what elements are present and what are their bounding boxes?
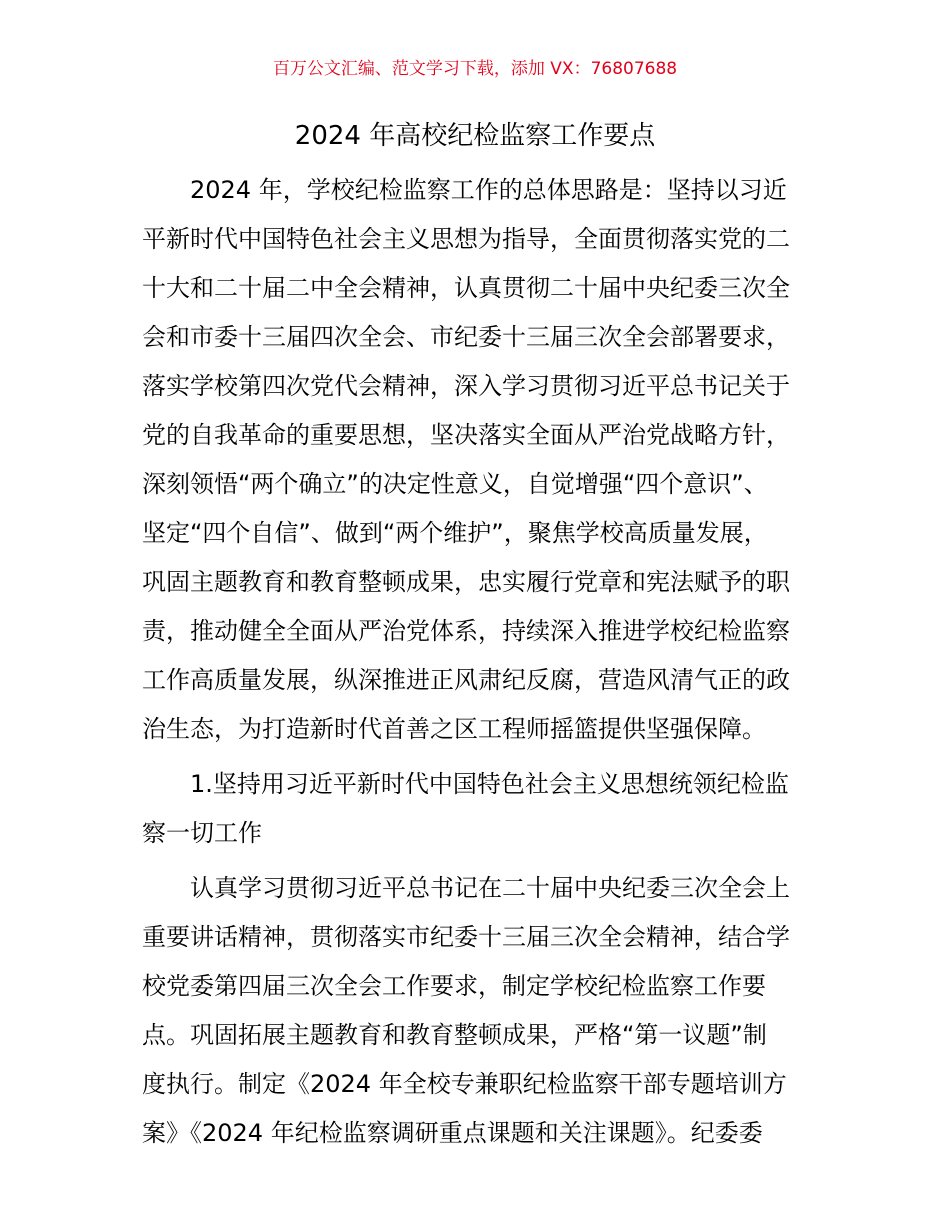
heading-line: 1.坚持用习近平新时代中国特色社会主义思想统领纪检监 xyxy=(190,770,789,798)
text-line: 重要讲话精神，贯彻落实市纪委十三届三次全会精神，结合学 xyxy=(142,923,790,951)
text-line: 点。巩固拓展主题教育和教育整顿成果，严格“第一议题”制 xyxy=(142,1021,767,1049)
text-line: 案》《2024 年纪检监察调研重点课题和关注课题》。纪委委 xyxy=(142,1119,763,1147)
document-body xyxy=(142,166,814,1158)
text-line: 治生态，为打造新时代首善之区工程师摇篮提供坚强保障。 xyxy=(142,715,766,743)
text-line: 2024 年，学校纪检监察工作的总体思路是：坚持以习近 xyxy=(190,176,787,204)
text-line: 十大和二十届二中全会精神，认真贯彻二十届中央纪委三次全 xyxy=(142,274,790,302)
text-line: 工作高质量发展，纵深推进正风肃纪反腐，营造风清气正的政 xyxy=(142,666,790,694)
text-line: 责，推动健全全面从严治党体系，持续深入推进学校纪检监察 xyxy=(142,617,790,645)
text-line: 巩固主题教育和教育整顿成果，忠实履行党章和宪法赋予的职 xyxy=(142,568,790,596)
section-heading-1 xyxy=(142,760,814,858)
text-line: 会和市委十三届四次全会、市纪委十三届三次全会部署要求， xyxy=(142,323,790,351)
text-line: 平新时代中国特色社会主义思想为指导，全面贯彻落实党的二 xyxy=(142,225,790,253)
text-line: 认真学习贯彻习近平总书记在二十届中央纪委三次全会上 xyxy=(190,874,790,902)
text-line: 深刻领悟“两个确立”的决定性意义，自觉增强“四个意识”、 xyxy=(142,470,768,498)
paragraph-section-1 xyxy=(142,864,814,1158)
document-title: 2024 年高校纪检监察工作要点 xyxy=(294,121,656,151)
text-line: 落实学校第四次党代会精神，深入学习贯彻习近平总书记关于 xyxy=(142,372,790,400)
paragraph-general-approach xyxy=(142,166,814,754)
text-line: 校党委第四届三次全会工作要求，制定学校纪检监察工作要 xyxy=(142,972,766,1000)
header-watermark-text: 百万公文汇编、范文学习下载，添加 VX：76807688 xyxy=(272,59,678,79)
text-line: 党的自我革命的重要思想，坚决落实全面从严治党战略方针， xyxy=(142,421,790,449)
heading-line: 察一切工作 xyxy=(142,819,262,847)
text-line: 坚定“四个自信”、做到“两个维护”，聚焦学校高质量发展， xyxy=(142,519,768,547)
text-line: 度执行。制定《2024 年全校专兼职纪检监察干部专题培训方 xyxy=(142,1070,787,1098)
